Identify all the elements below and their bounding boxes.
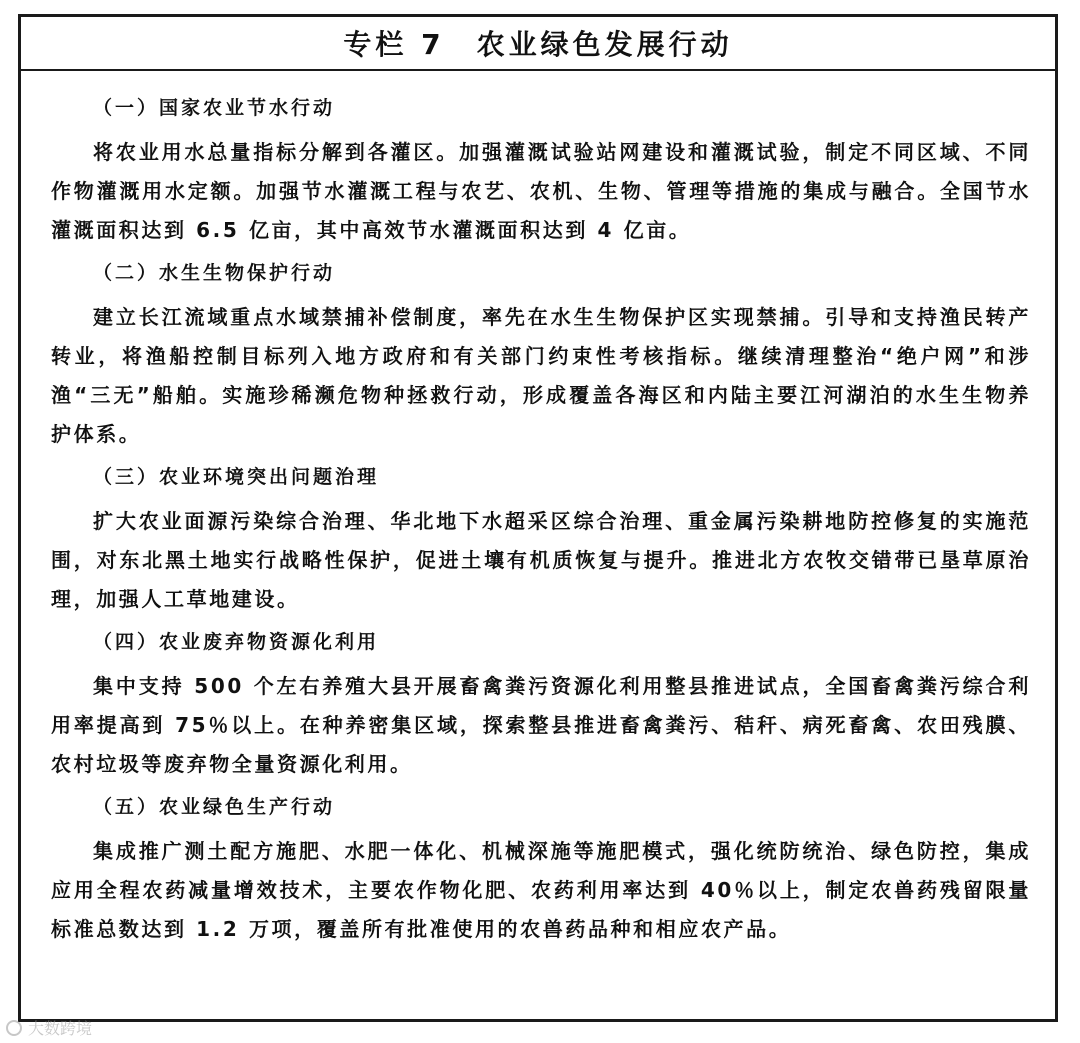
section-paragraph-4: 集中支持 500 个左右养殖大县开展畜禽粪污资源化利用整县推进试点，全国畜禽粪污综合利用率提高到 75％以上。在种养密集区域，探索整县推进畜禽粪污、秸秆、病死畜禽、农田残膜、农村垃圾等废弃物全量资源化利用。 [51,674,1031,776]
section-paragraph-5: 集成推广测土配方施肥、水肥一体化、机械深施等施肥模式，强化统防统治、绿色防控，集成应用全程农药减量增效技术，主要农作物化肥、农药利用率达到 40％以上，制定农兽药残留限量标准总数达到 1.2 万项，覆盖所有批准使用的农兽药品种和相应农产品。 [51,839,1031,941]
section-heading-4: （四）农业废弃物资源化利用 [93,631,380,653]
watermark-text: 大数跨境 [28,1019,93,1038]
column-body [21,71,1055,949]
section-heading-2: （二）水生生物保护行动 [93,262,336,284]
column-title: 专栏 7 农业绿色发展行动 [343,28,733,61]
section-heading-3: （三）农业环境突出问题治理 [93,466,380,488]
section-paragraph-2: 建立长江流域重点水域禁捕补偿制度，率先在水生生物保护区实现禁捕。引导和支持渔民转产转业，将渔船控制目标列入地方政府和有关部门约束性考核指标。继续清理整治“绝户网”和涉渔“三无”船舶。实施珍稀濒危物种拯救行动，形成覆盖各海区和内陆主要江河湖泊的水生生物养护体系。 [51,305,1031,446]
column-title-bar [21,17,1055,71]
section-heading-5: （五）农业绿色生产行动 [93,796,336,818]
weibo-logo-icon [6,1020,22,1036]
section-paragraph-1: 将农业用水总量指标分解到各灌区。加强灌溉试验站网建设和灌溉试验，制定不同区域、不同作物灌溉用水定额。加强节水灌溉工程与农艺、农机、生物、管理等措施的集成与融合。全国节水灌溉面积达到 6.5 亿亩，其中高效节水灌溉面积达到 4 亿亩。 [51,140,1031,242]
section-heading-1: （一）国家农业节水行动 [93,97,336,119]
watermark [6,1016,92,1039]
section-paragraph-3: 扩大农业面源污染综合治理、华北地下水超采区综合治理、重金属污染耕地防控修复的实施范围，对东北黑土地实行战略性保护，促进土壤有机质恢复与提升。推进北方农牧交错带已垦草原治理，加强人工草地建设。 [51,509,1031,611]
column-box [18,14,1058,1022]
